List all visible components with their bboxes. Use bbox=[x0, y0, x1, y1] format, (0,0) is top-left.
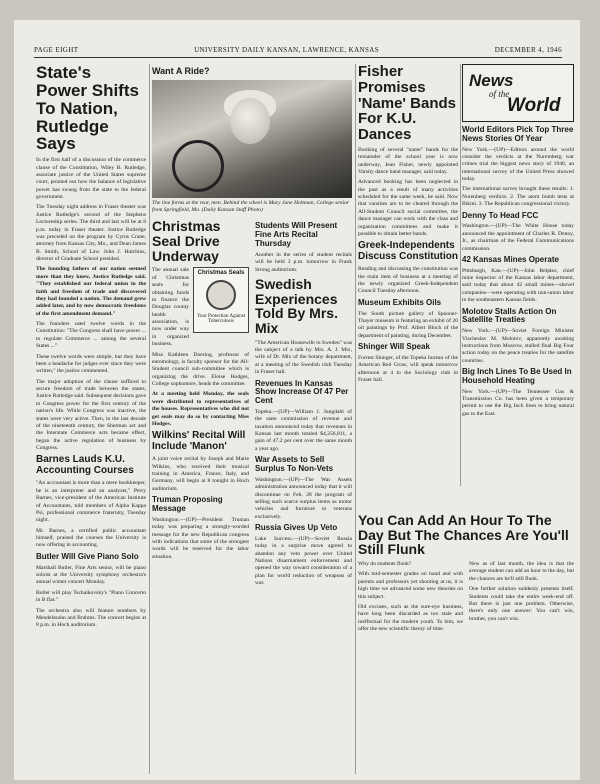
ad-title: Christmas Seals bbox=[197, 270, 245, 277]
banner-world: World bbox=[507, 95, 561, 116]
photo-kicker: Want A Ride? bbox=[152, 66, 210, 76]
headline-fisher: Fisher Promises 'Name' Bands For K.U. Dances bbox=[358, 64, 456, 143]
headline-war-assets: War Assets to Sell Surplus To Non-Vets bbox=[255, 455, 334, 473]
issue-date: DECEMBER 4, 1946 bbox=[494, 46, 562, 54]
article-text: Butler will play Tschaikovsky's "Piano Concerto in B flat." bbox=[36, 589, 146, 604]
headline-flunk: You Can Add An Hour To The Day But The Chances Are You'll Still Flunk bbox=[358, 512, 569, 558]
headline-mines: 42 Kansas Mines Operate bbox=[462, 254, 559, 264]
headline-truman: Truman Proposing Message bbox=[152, 495, 223, 514]
article-text: Advanced booking has been neglected in the past as a result of many activities scheduled for the same week, he said. Now that varsities are to be cleared through the All-Student Council social committee, the dance manager can work with the class and organization committees and make it possible to obtain better bands. bbox=[358, 179, 458, 237]
seal-emblem bbox=[206, 280, 236, 310]
article-text: The annual sale of Christmas seals for obtaining funds to finance the Douglas county health association, is now under way in organized business. bbox=[152, 267, 189, 348]
headline-recital: Students Will Present Fine Arts Recital Thursday bbox=[255, 221, 338, 249]
article-text: Why do students flunk? bbox=[358, 561, 412, 568]
subcolumn-right bbox=[255, 219, 352, 590]
headline-butler: Butler Will Give Piano Solo bbox=[36, 551, 139, 561]
headline-wilkins: Wilkins' Recital Will Include 'Manon' bbox=[152, 430, 246, 452]
article-text: New York.—(UP)—Editors around the world consider the verdicts at the Nuremberg war crimes trial the biggest news story of 1946, an international survey of the United Press showed today. bbox=[462, 146, 574, 183]
article-text: These twelve words were simple, but they have been a headache for judges ever since they were written," the justice commented. bbox=[36, 353, 146, 375]
article-text: "The American Housewife in Sweden" was the subject of a talk by Mrs. A. J. Mix, wife of Dr. Mix of the botany department, at a meeting of the Swedish club Tuesday in Fraser hall. bbox=[255, 339, 352, 376]
headline-barnes: Barnes Lauds K.U. Accounting Courses bbox=[36, 454, 134, 476]
article-text: The orchestra also will feature numbers by Mendelssohn and Brahms. The concert begins at 8 p.m. in Hoch auditorium. bbox=[36, 607, 146, 629]
headline-greek: Greek-Independents Discuss Constitution bbox=[358, 240, 458, 262]
newspaper-page bbox=[14, 20, 580, 780]
article-text: New York.—(UP)—Soviet Foreign Minister Viacheslav M. Molotov, apparently awaiting instructions from Moscow, stalled final Big Four action today on the peace treaties for the satellite countries. bbox=[462, 328, 574, 364]
column-one bbox=[36, 64, 146, 774]
article-text: At a meeting held Monday, the seals were distributed to representatives of the houses. Representatives who did not get seals may do so by contacting Miss Hodges. bbox=[152, 391, 249, 427]
column-divider bbox=[460, 64, 461, 486]
page-number: PAGE EIGHT bbox=[34, 46, 79, 54]
headline-world-editors: World Editors Pick Top Three News Stories Of Year bbox=[462, 125, 574, 143]
photo-subject-face bbox=[230, 98, 270, 144]
article-text: The South picture gallery of Spooner-Thayer museum is featuring an exhibit of 20 oil paintings by Prof. Albert Bloch of the department of painting, during December. bbox=[358, 310, 458, 339]
article-text: New York.—(UP)—The Tennessee Gas & Transmission Co. has been given a temporary permit to use the Big Inch lines to bring natural gas to the East. bbox=[462, 388, 574, 417]
christmas-seal-ad bbox=[193, 267, 249, 333]
steering-wheel bbox=[172, 140, 224, 192]
article-text: The Tuesday night address in Fraser theater was Justice Rutledge's second of the Stephens Lectureship series. The third and last will be at 8 p.m. today in Fraser theater. Justice Rutledge was preceded on the program by Cyrus Crane, attorney from Kansas City, Mo., and Dean James B. Smith, School of Law. John J. Hutchins, director of Graduate School presided. bbox=[36, 204, 146, 263]
masthead-line: UNIVERSITY DAILY KANSAN, LAWRENCE, KANSAS bbox=[194, 46, 380, 54]
headline-seal-drive: Christmas Seal Drive Underway bbox=[152, 218, 221, 264]
article-text: Miss Kathleen Doering, professor of entomology, is faculty sponsor for the All-Student council sub-committee which is organizing the drive. Eloise Hodges, College sophomore, heads the committee. bbox=[152, 351, 249, 388]
column-divider bbox=[355, 64, 356, 774]
running-header bbox=[34, 46, 562, 56]
photo-cutline: The line forms at the rear, men. Behind the wheel is Mary Jane Holtman, College senior from Springfield, Mo. (Daily Kansan Staff Photo) bbox=[152, 199, 350, 214]
article-text: A joint voice recital by Joseph and Marie Wilkins, who received their musical training in America, France, Italy, and Germany, will begin at 8 tonight in Hoch auditorium. bbox=[152, 456, 249, 492]
headline-denny: Denny To Head FCC bbox=[462, 210, 539, 220]
article-text: Marshall Butler, Fine Arts senior, will be piano soloist at the University symphony orchestra's annual winter concert Monday. bbox=[36, 564, 146, 586]
article-text: Reading and discussing the constitution was the main item of business at a meeting of the newly organized Greek-Independent Council Tuesday afternoon. bbox=[358, 266, 458, 295]
article-text: One further solution suddenly presents itself. Students could take the entire week-end off. But there is just one problem. Otherwise, there's only one answer: You can't win, brother, you can't win. bbox=[469, 586, 574, 622]
feature-right bbox=[469, 561, 574, 636]
article-text: The founders used twelve words in the Constitution: "The Congress shall have power ... to regulate Commerce ... among the several States ..." bbox=[36, 321, 146, 350]
two-column-section bbox=[152, 219, 352, 590]
article-text: Old excuses, such as the sure-eye business, have long been discarded as too stale and ineffectual for the modern youth. To him, we offer the new scientific theory of time. bbox=[358, 603, 463, 633]
column-four bbox=[462, 64, 574, 482]
article-text: In the first half of a discussion of the commerce clause of the Constitution, Wiley B. Rutledge, associate justice of the United States supreme court, pointed out how the balance of legislative power has swung from the state to the federal government. bbox=[36, 157, 146, 201]
article-text: Washington.—(UP)—The White House today announced the appointment of Charles R. Denny, Jr., as chairman of the Federal Communications commission. bbox=[462, 223, 574, 252]
banner-news: News bbox=[469, 71, 514, 90]
article-text: Lake Success.—(UP)—Soviet Russia today in a surprise move agreed to abandon any veto power over United Nations disarmament enforcement and opened the way toward consideration of a plan for world reduction of weapons of war. bbox=[255, 535, 352, 587]
headline-museum: Museum Exhibits Oils bbox=[358, 297, 442, 307]
article-text: Washington.—(UP)—President Truman today was preparing a strongly-worded message for the new Republican congress with indications that some of the strongest words will be reserved for the labor situation. bbox=[152, 516, 249, 560]
news-photo bbox=[152, 80, 352, 198]
column-three bbox=[358, 64, 458, 482]
header-rule bbox=[34, 57, 562, 58]
headline-swedish: Swedish Experiences Told By Mrs. Mix bbox=[255, 275, 338, 336]
article-text: "An accountant is more than a mere bookkeeper, he is an interpreter and an analyzer," Perry Barnes, vice-president of the American Institute of Accountants, told members of Alpha Kappa Psi, professional commerce fraternity, Tuesday night. bbox=[36, 480, 146, 524]
article-text: Another in the series of student recitals will be held 3 p.m. tomorrow in Frank Strong auditorium. bbox=[255, 251, 352, 273]
banner-of-the: of the bbox=[489, 89, 510, 99]
article-text: The founding fathers of our nation seemed more than they knew, Justice Rutledge said. "They established our federal union in the faith and freedom of trade and discovered they had founded a nation. The demand grew added later, and by now democratic freedoms of the first amendment demand." bbox=[36, 266, 146, 317]
article-text: Forrest Shinger, of the Topeka bureau of the American Red Cross, will speak tomorrow afternoon at 4 to the Sociology club in Fraser hall. bbox=[358, 354, 458, 383]
article-text: With mid-semester grades on hand and with parents and professors yet shooting at us, it is high time we advanced some new theories on this subject. bbox=[358, 571, 463, 600]
headline-rutledge: State's Power Shifts To Nation, Rutledge Says bbox=[36, 64, 139, 154]
feature-columns bbox=[358, 561, 574, 636]
headline-big-inch: Big Inch Lines To Be Used In Household Heating bbox=[462, 367, 572, 385]
article-text: The international survey brought these results: 1. Nurenberg verdicts. 2. The atom bomb tests at Bikini. 3. The Republican congressional victory. bbox=[462, 186, 574, 208]
article-text: Booking of several "name" bands for the remainder of the school year is now underway, Jean Fisher, newly appointed Varsity dance band manager, said today. bbox=[358, 146, 458, 175]
article-text: New as of last month, the idea is that the average student can add an hour to the day, but the chances are he'll still flunk. bbox=[469, 561, 574, 582]
column-two bbox=[152, 64, 352, 774]
article-text: Pittsburgh, Kan.—(UP)—John Belplez, chief mine inspector of the Kansas labor department, said today that about 42 small mines—shovel companies—were operating with non-union labor in the southeastern Kansas fields. bbox=[462, 267, 574, 304]
article-text: Topeka.—(UP)—William J. Jungdahl of the state commission of revenue and taxation announced today that revenues in Kansas last month totaled $4,256,811, a gain of 47.2 per cent over the same month a year ago. bbox=[255, 408, 352, 452]
news-of-the-world-banner bbox=[462, 64, 574, 122]
headline-russia: Russia Gives Up Veto bbox=[255, 523, 338, 533]
headline-shinger: Shinger Will Speak bbox=[358, 342, 430, 352]
headline-molotov: Molotov Stalls Action On Satellite Treaties bbox=[462, 306, 557, 325]
article-text: The major adoption of the clause sufficed to secure freedom of trade between the states, Justice Rutledge said. Subsequent decisions gave to Congress power for the first century of the nation's life. While Congress was inactive, the states were very active. Then, in the last decade of the nineteenth century, the Sherman act and the Interstate Commerce acts became effect, began the active regulation of business by Congress. bbox=[36, 378, 146, 452]
column-divider bbox=[149, 64, 150, 774]
headline-revenues: Revenues In Kansas Show Increase Of 47 Per Cent bbox=[255, 378, 349, 406]
feature-left bbox=[358, 561, 463, 636]
flunk-feature-story bbox=[358, 513, 574, 636]
ad-caption: Your Protection Against Tuberculosis bbox=[196, 314, 246, 325]
article-text: Mr. Barnes, a certified public accountant himself, praised the courses the University is now offering in accounting. bbox=[36, 527, 146, 549]
subcolumn-left bbox=[152, 219, 249, 590]
article-text: Washington.—(UP)—The War Assets administration announced today that it will discontinue on Feb. 28 the program of selling such scarce surplus items as motor vehicles and furniture to veterans exclusively. bbox=[255, 476, 352, 520]
